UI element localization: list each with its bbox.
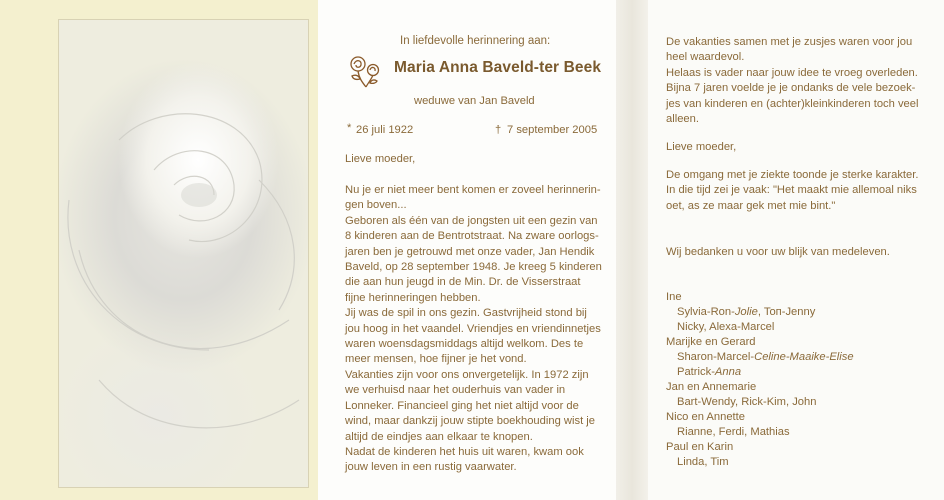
bio-line: meer mensen, hoe fijner je het vond.	[345, 353, 527, 366]
family-member: Paul en Karin	[666, 441, 734, 453]
birth-date: 26 juli 1922	[356, 124, 414, 136]
family-member: Linda, Tim	[677, 456, 729, 468]
bio-line: die aan hun jeugd in de Min. Dr. de Visserstraat	[345, 276, 581, 289]
rose-petals	[59, 20, 309, 488]
death-date: 7 september 2005	[507, 124, 598, 136]
illness-line: De omgang met je ziekte toonde je sterke karakter.	[666, 169, 919, 181]
closing-line: heel waardevol.	[666, 51, 745, 64]
closing-line: Bijna 7 jaren voelde je je ondanks de vele bezoek-	[666, 82, 916, 95]
rose-icon	[344, 50, 384, 90]
closing-line: jes van kinderen en (achter)kleinkinderen toch veel	[666, 97, 919, 110]
bio-line: jouw leven in een rustig vaarwater.	[345, 461, 517, 474]
closing-line: Helaas is vader naar jouw idee te vroeg overleden.	[666, 66, 918, 79]
birth-symbol: *	[347, 122, 352, 134]
family-member: Rianne, Ferdi, Mathias	[677, 426, 790, 438]
illness-paragraph	[666, 168, 919, 214]
death-symbol: †	[495, 124, 502, 136]
family-member: Patrick-Anna	[677, 366, 742, 378]
family-member: Sharon-Marcel-Celine-Maaike-Elise	[677, 351, 854, 363]
bio-line: gen boven...	[345, 199, 407, 212]
family-member: Sylvia-Ron-Jolie, Toп-Jenny	[677, 306, 816, 318]
closing-line: alleen.	[666, 113, 699, 126]
family-member: Nicky, Alexa-Marcel	[677, 321, 775, 333]
family-member: Jan en Annemarie	[666, 381, 757, 393]
thanks-text: Wij bedanken u voor uw blijk van medeleven.	[666, 246, 890, 258]
bio-line: waren woensdagsmiddags altijd welkom. Des te	[345, 338, 584, 351]
intro-text: In liefdevolle herinnering aan:	[400, 35, 551, 47]
illness-line: oet, as ze maar gek met mie bint."	[666, 199, 836, 212]
bio-line: wind, maar dankzij jouw stipte boekhouding wist je	[345, 415, 595, 428]
deceased-name: Maria Anna Baveld-ter Beek	[394, 59, 602, 76]
bio-line: Nu je er niet meer bent komen er zoveel herinnerin-	[345, 184, 601, 196]
closing-line: De vakanties samen met je zusjes waren voor jou	[666, 36, 913, 48]
family-member: Ine	[666, 291, 682, 303]
rose-photo	[58, 19, 309, 488]
family-member: Marijke en Gerard	[666, 336, 756, 348]
bio-line: altijd de eindjes aan elkaar te knopen.	[345, 430, 533, 443]
widow-of: weduwe van Jan Baveld	[414, 95, 535, 107]
bio-line: 8 kinderen aan de Bentrotstraat. Na zware oorlogs-	[345, 230, 599, 243]
family-member: Bart-Wendy, Rick-Kim, John	[677, 396, 817, 408]
bio-line: Lonneker. Financieel ging het niet altijd voor de	[345, 399, 579, 412]
card-fold	[616, 0, 648, 500]
bio-line: fijne herinneringen hebben.	[345, 291, 481, 304]
biography	[345, 183, 602, 476]
bio-line: Nadat de kinderen het huis uit waren, kwam ook	[345, 445, 584, 458]
illness-line: In die tijd zei je vaak: "Het maakt mie allemoal niks	[666, 184, 917, 197]
cover-panel	[0, 0, 318, 500]
bio-line: Vakanties zijn voor ons onvergetelijk. In 1972 zijn	[345, 368, 589, 381]
bio-line: we verhuisd naar het ouderhuis van vader in	[345, 384, 566, 397]
family-member: Nico en Annette	[666, 411, 745, 423]
bio-line: jaren ben je getrouwd met onze vader, Jan Hendik	[345, 245, 595, 258]
family-panel	[648, 0, 944, 500]
salutation: Lieve moeder,	[345, 153, 416, 165]
memorial-text-panel	[318, 0, 616, 500]
bio-line: Geboren als één van de jongsten uit een gezin van	[345, 214, 598, 227]
closing-paragraph	[666, 35, 919, 127]
bio-line: Jij was de spil in ons gezin. Gastvrijheid stond bij	[345, 307, 587, 320]
bio-line: jou hoog in het vaandel. Vriendjes en vriendinnetjes	[345, 322, 601, 335]
bio-line: Baveld, op 28 september 1948. Je kreeg 5 kinderen	[345, 261, 602, 274]
second-salutation: Lieve moeder,	[666, 141, 737, 153]
